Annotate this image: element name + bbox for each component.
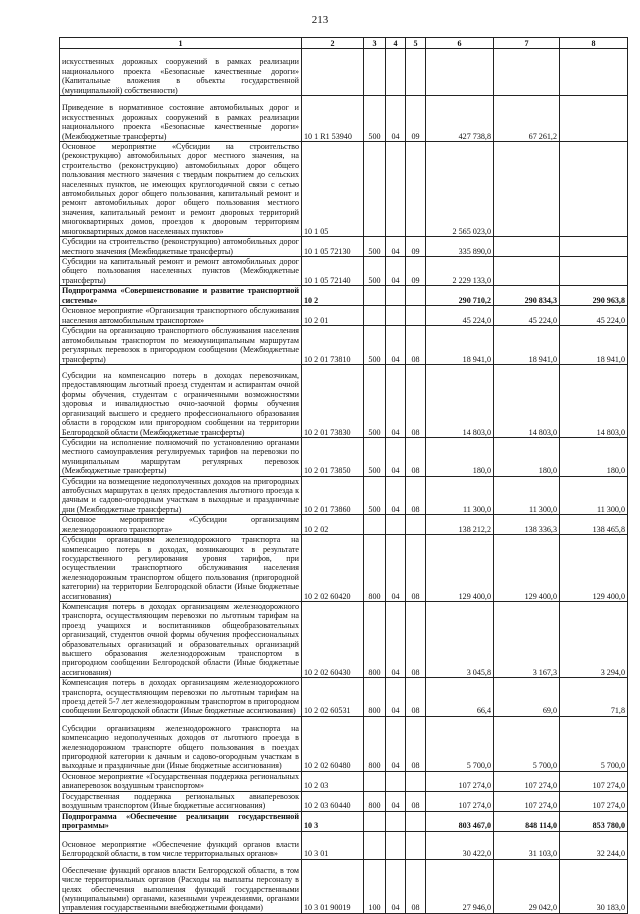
row-value-col7: 45 224,0 <box>494 306 560 326</box>
row-name: Субсидии на капитальный ремонт и ремонт автомобильных дорог общего пользования населенных пунктов (Межбюджетные трансферты) <box>60 257 302 286</box>
table-row <box>60 49 628 96</box>
row-name: Государственная поддержка региональных авиаперевозок воздушным транспортом (Иные бюджетные ассигнования) <box>60 791 302 811</box>
row-value-col7: 11 300,0 <box>494 476 560 515</box>
row-value-col8 <box>560 96 628 142</box>
row-col4 <box>386 515 406 535</box>
row-value-col7: 14 803,0 <box>494 364 560 437</box>
row-code: 10 2 02 60420 <box>302 535 364 602</box>
row-value-col6: 180,0 <box>426 437 494 476</box>
row-col3: 500 <box>364 437 386 476</box>
row-value-col8: 180,0 <box>560 437 628 476</box>
table-row <box>60 811 628 831</box>
row-col3 <box>364 286 386 306</box>
table-row <box>60 678 628 717</box>
row-col4: 04 <box>386 859 406 913</box>
row-col5: 08 <box>406 326 426 365</box>
row-col4: 04 <box>386 602 406 678</box>
row-value-col6: 290 710,2 <box>426 286 494 306</box>
row-col5 <box>406 515 426 535</box>
row-value-col8: 853 780,0 <box>560 811 628 831</box>
row-value-col8: 71,8 <box>560 678 628 717</box>
row-value-col6: 2 565 023,0 <box>426 142 494 237</box>
row-name: искусственных дорожных сооружений в рамках реализации национального проекта «Безопасные качественные дороги» (Капитальные вложения в объекты государственной (муниципальной) собственности) <box>60 49 302 96</box>
row-code: 10 2 02 60430 <box>302 602 364 678</box>
row-value-col7: 107 274,0 <box>494 771 560 791</box>
row-col5: 08 <box>406 859 426 913</box>
row-code: 10 2 02 60531 <box>302 678 364 717</box>
row-col3: 800 <box>364 791 386 811</box>
row-col5: 08 <box>406 791 426 811</box>
row-col3: 100 <box>364 859 386 913</box>
row-col3: 800 <box>364 716 386 771</box>
table-row <box>60 859 628 913</box>
row-code: 10 2 02 60480 <box>302 716 364 771</box>
row-col4: 04 <box>386 678 406 717</box>
row-value-col6: 27 946,0 <box>426 859 494 913</box>
table-row <box>60 791 628 811</box>
row-value-col8: 14 803,0 <box>560 364 628 437</box>
row-name: Основное мероприятие «Субсидии на строительство (реконструкцию) автомобильных дорог местного значения, на строительство (реконструкцию) автомобильных дорог общего пользования местного значения с твердым покрытием до сельских населенных пунктов, не имеющих круглогодичной связи с сетью автомобильных дорог общего пользования, капитальный ремонт и ремонт автомобильных дорог общего пользования местного значения, капитальный ремонт и ремонт дворовых территорий многоквартирных домов, проездов к дворовым территориям многоквартирных домов населенных пунктов» <box>60 142 302 237</box>
row-value-col8 <box>560 142 628 237</box>
row-col4: 04 <box>386 535 406 602</box>
row-value-col7 <box>494 142 560 237</box>
row-col3: 500 <box>364 364 386 437</box>
row-col3: 500 <box>364 326 386 365</box>
row-value-col6: 2 229 133,0 <box>426 257 494 286</box>
row-name: Субсидии на организацию транспортного обслуживания населения автомобильным транспортом по межмуниципальным маршрутам регулярных перевозок в пригородном сообщении (Межбюджетные трансферты) <box>60 326 302 365</box>
row-code <box>302 49 364 96</box>
row-value-col8: 18 941,0 <box>560 326 628 365</box>
row-code: 10 1 05 72140 <box>302 257 364 286</box>
row-col5: 09 <box>406 237 426 257</box>
row-value-col7: 29 042,0 <box>494 859 560 913</box>
row-col3 <box>364 831 386 859</box>
row-value-col6: 107 274,0 <box>426 771 494 791</box>
header-cell: 6 <box>426 38 494 49</box>
row-code: 10 2 <box>302 286 364 306</box>
row-value-col7: 31 103,0 <box>494 831 560 859</box>
row-name: Основное мероприятие «Государственная поддержка региональных авиаперевозок воздушным транспортом» <box>60 771 302 791</box>
row-col4: 04 <box>386 791 406 811</box>
row-value-col7: 107 274,0 <box>494 791 560 811</box>
row-value-col6: 30 422,0 <box>426 831 494 859</box>
row-col5 <box>406 49 426 96</box>
row-col5: 08 <box>406 678 426 717</box>
row-col4 <box>386 811 406 831</box>
row-name: Компенсация потерь в доходах организациям железнодорожного транспорта, осуществляющим перевозки по льготным тарифам на проезд учащихся и воспитанников общеобразовательных организаций, студентов очной формы обучения профессиональных образовательных организаций и образовательных организаций высшего образования железнодорожным транспортом в пригородном сообщении Белгородской области (Иные бюджетные ассигнования) <box>60 602 302 678</box>
row-col5 <box>406 286 426 306</box>
row-value-col7: 290 834,3 <box>494 286 560 306</box>
row-value-col6: 803 467,0 <box>426 811 494 831</box>
table-header-row <box>60 38 628 49</box>
row-value-col8 <box>560 49 628 96</box>
table-row <box>60 437 628 476</box>
row-value-col8: 11 300,0 <box>560 476 628 515</box>
table-row <box>60 96 628 142</box>
row-name: Компенсация потерь в доходах организациям железнодорожного транспорта, осуществляющим перевозки по льготным тарифам на проезд детей 5-7 лет железнодорожным транспортом в пригородном сообщении Белгородской области (Иные бюджетные ассигнования) <box>60 678 302 717</box>
table-row <box>60 515 628 535</box>
row-col3: 500 <box>364 237 386 257</box>
row-value-col8: 3 294,0 <box>560 602 628 678</box>
table-row <box>60 771 628 791</box>
row-value-col7 <box>494 49 560 96</box>
header-cell: 8 <box>560 38 628 49</box>
row-value-col6: 427 738,8 <box>426 96 494 142</box>
row-code: 10 2 02 <box>302 515 364 535</box>
row-name: Субсидии организациям железнодорожного транспорта на компенсацию потерь в доходах, возникающих в результате государственного регулирования уровня тарифов, при осуществлении транспортного обслуживания населения железнодорожным транспортом общего пользования (пригородной категории) на территории Белгородской области (Иные бюджетные ассигнования) <box>60 535 302 602</box>
row-col4: 04 <box>386 326 406 365</box>
row-col4 <box>386 142 406 237</box>
table-row <box>60 286 628 306</box>
row-name: Обеспечение функций органов власти Белгородской области, в том числе территориальных органов (Расходы на выплаты персоналу в целях обеспечения выполнения функций государственными (муниципальными) органами, казенными учреждениями, органами управления государственными внебюджетными фондами) <box>60 859 302 913</box>
row-col5: 08 <box>406 535 426 602</box>
row-col4 <box>386 831 406 859</box>
row-col3: 800 <box>364 678 386 717</box>
row-value-col8: 129 400,0 <box>560 535 628 602</box>
row-col3 <box>364 515 386 535</box>
row-name: Субсидии организациям железнодорожного транспорта на компенсацию недополученных доходов от льготного проезда в железнодорожном транспорте общего пользования в поездах пригородной категории к дачным и садово-огородным участкам в выходные и праздничные дни (Иные бюджетные ассигнования) <box>60 716 302 771</box>
row-value-col7: 848 114,0 <box>494 811 560 831</box>
row-col3: 500 <box>364 96 386 142</box>
row-value-col7: 67 261,2 <box>494 96 560 142</box>
row-name: Основное мероприятие «Организация транспортного обслуживания населения автомобильным транспортом» <box>60 306 302 326</box>
row-code: 10 2 01 73830 <box>302 364 364 437</box>
header-cell: 4 <box>386 38 406 49</box>
table-row <box>60 602 628 678</box>
row-value-col6: 14 803,0 <box>426 364 494 437</box>
header-cell: 2 <box>302 38 364 49</box>
row-col5: 08 <box>406 476 426 515</box>
row-col3: 500 <box>364 257 386 286</box>
row-value-col7: 5 700,0 <box>494 716 560 771</box>
row-code: 10 2 01 73860 <box>302 476 364 515</box>
row-col5: 08 <box>406 364 426 437</box>
row-col3 <box>364 142 386 237</box>
row-col3 <box>364 771 386 791</box>
row-col4 <box>386 286 406 306</box>
row-value-col7: 138 336,3 <box>494 515 560 535</box>
row-name: Подпрограмма «Совершенствование и развитие транспортной системы» <box>60 286 302 306</box>
row-value-col7 <box>494 237 560 257</box>
row-col4: 04 <box>386 257 406 286</box>
row-value-col6: 138 212,2 <box>426 515 494 535</box>
row-value-col8: 290 963,8 <box>560 286 628 306</box>
row-col4: 04 <box>386 96 406 142</box>
row-name: Субсидии на строительство (реконструкцию) автомобильных дорог местного значения (Межбюджетные трансферты) <box>60 237 302 257</box>
row-value-col8 <box>560 237 628 257</box>
row-col4: 04 <box>386 237 406 257</box>
table-row <box>60 257 628 286</box>
row-col4: 04 <box>386 437 406 476</box>
row-col3 <box>364 49 386 96</box>
row-col5 <box>406 811 426 831</box>
row-col5: 09 <box>406 257 426 286</box>
header-cell: 3 <box>364 38 386 49</box>
row-col5: 08 <box>406 437 426 476</box>
row-code: 10 3 <box>302 811 364 831</box>
row-value-col7: 3 167,3 <box>494 602 560 678</box>
row-code: 10 2 03 <box>302 771 364 791</box>
row-col5 <box>406 142 426 237</box>
row-col4: 04 <box>386 476 406 515</box>
table-row <box>60 142 628 237</box>
row-code: 10 2 01 <box>302 306 364 326</box>
table-row <box>60 831 628 859</box>
row-value-col8 <box>560 257 628 286</box>
row-col4: 04 <box>386 364 406 437</box>
header-cell: 5 <box>406 38 426 49</box>
row-name: Основное мероприятие «Субсидии организациям железнодорожного транспорта» <box>60 515 302 535</box>
row-code: 10 2 01 73810 <box>302 326 364 365</box>
row-value-col7: 180,0 <box>494 437 560 476</box>
row-code: 10 1 05 72130 <box>302 237 364 257</box>
row-name: Подпрограмма «Обеспечение реализации государственной программы» <box>60 811 302 831</box>
row-col3 <box>364 306 386 326</box>
row-col3: 500 <box>364 476 386 515</box>
row-value-col8: 30 183,0 <box>560 859 628 913</box>
row-value-col7: 129 400,0 <box>494 535 560 602</box>
row-value-col6: 335 890,0 <box>426 237 494 257</box>
row-value-col6: 18 941,0 <box>426 326 494 365</box>
row-value-col8: 5 700,0 <box>560 716 628 771</box>
row-value-col6: 3 045,8 <box>426 602 494 678</box>
row-col3 <box>364 811 386 831</box>
row-value-col6: 129 400,0 <box>426 535 494 602</box>
row-col5: 08 <box>406 716 426 771</box>
row-name: Субсидии на исполнение полномочий по установлению органами местного самоуправления регулируемых тарифов на перевозки по муниципальным маршрутам регулярных перевозок (Межбюджетные трансферты) <box>60 437 302 476</box>
row-col4 <box>386 49 406 96</box>
row-col5: 08 <box>406 602 426 678</box>
page-number: 213 <box>311 14 329 26</box>
row-name: Субсидии на компенсацию потерь в доходах перевозчикам, предоставляющим льготный проезд студентам и аспирантам очной формы обучения, студентам с ограниченными возможностями здоровья и инвалидностью очно-заочной формы обучения организаций высшего и среднего профессионального образования области в городском или пригородном сообщении на территории Белгородской области (Межбюджетные трансферты) <box>60 364 302 437</box>
budget-table <box>59 37 628 914</box>
row-code: 10 1 R1 53940 <box>302 96 364 142</box>
row-value-col8: 45 224,0 <box>560 306 628 326</box>
row-code: 10 2 03 60440 <box>302 791 364 811</box>
row-value-col8: 107 274,0 <box>560 791 628 811</box>
row-name: Субсидии на возмещение недополученных доходов на пригородных автобусных маршрутах в целях предоставления льготного проезда к дачным и садово-огородным участкам в выходные и праздничные дни (Межбюджетные трансферты) <box>60 476 302 515</box>
row-col3: 800 <box>364 535 386 602</box>
table-row <box>60 364 628 437</box>
table-row <box>60 476 628 515</box>
row-value-col6: 66,4 <box>426 678 494 717</box>
row-value-col8: 32 244,0 <box>560 831 628 859</box>
row-code: 10 1 05 <box>302 142 364 237</box>
row-value-col7 <box>494 257 560 286</box>
header-cell: 7 <box>494 38 560 49</box>
row-code: 10 3 01 90019 <box>302 859 364 913</box>
table-row <box>60 326 628 365</box>
row-col5 <box>406 306 426 326</box>
table-row <box>60 535 628 602</box>
row-col4 <box>386 306 406 326</box>
row-name: Основное мероприятие «Обеспечение функций органов власти Белгородской области, в том числе территориальных органов» <box>60 831 302 859</box>
row-value-col7: 18 941,0 <box>494 326 560 365</box>
table-row <box>60 237 628 257</box>
row-code: 10 3 01 <box>302 831 364 859</box>
header-cell: 1 <box>60 38 302 49</box>
row-col4: 04 <box>386 716 406 771</box>
row-value-col7: 69,0 <box>494 678 560 717</box>
row-value-col6 <box>426 49 494 96</box>
row-value-col8: 107 274,0 <box>560 771 628 791</box>
row-col3: 800 <box>364 602 386 678</box>
row-name: Приведение в нормативное состояние автомобильных дорог и искусственных дорожных сооружений в рамках реализации национального проекта «Безопасные качественные дороги» (Межбюджетные трансферты) <box>60 96 302 142</box>
row-col5: 09 <box>406 96 426 142</box>
table-row <box>60 716 628 771</box>
row-col4 <box>386 771 406 791</box>
row-value-col8: 138 465,8 <box>560 515 628 535</box>
row-code: 10 2 01 73850 <box>302 437 364 476</box>
row-value-col6: 5 700,0 <box>426 716 494 771</box>
row-col5 <box>406 831 426 859</box>
row-col5 <box>406 771 426 791</box>
row-value-col6: 45 224,0 <box>426 306 494 326</box>
table-row <box>60 306 628 326</box>
row-value-col6: 11 300,0 <box>426 476 494 515</box>
row-value-col6: 107 274,0 <box>426 791 494 811</box>
